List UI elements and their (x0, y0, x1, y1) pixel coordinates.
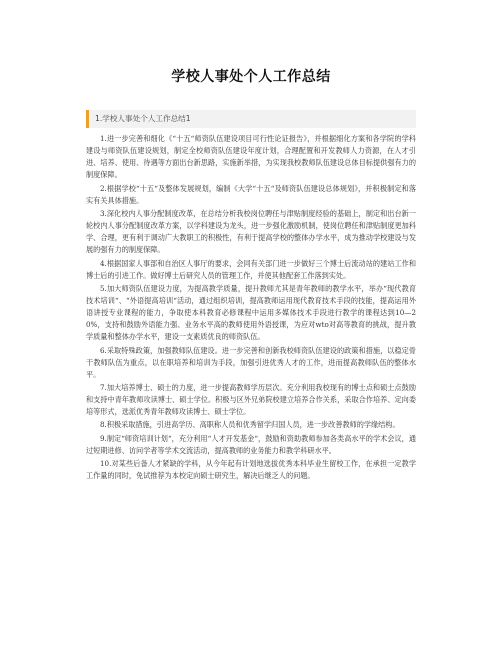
section-heading: 1.学校人事处个人工作总结1 (95, 114, 191, 123)
document-title: 学校人事处个人工作总结 (171, 69, 331, 85)
paragraph-7: 7.加大培养博士、硕士的力度，进一步提高教师学历层次。充分利用我校现有的博士点和硕士点鼓励和支持中青年教师攻读博士、硕士学位。积极与区外兄弟院校建立培养合作关系，采取合作培养、定向委培等形式，选派优秀青年教师攻读博士、硕士学位。 (86, 383, 416, 417)
paragraph-6: 6.采取特殊政策，加强教师队伍建设。进一步完善和创新我校师资队伍建设的政策和措施，以稳定骨干教师队伍为重点，以在职培养和培训为手段，加强引进优秀人才的工作，进而提高教师队伍的整体水平。 (86, 345, 416, 379)
paragraph-4: 4.根据国家人事部和自治区人事厅的要求，会同有关部门进一步做好三个博士后流动站的建站工作和博士后的引进工作。做好博士后研究人员的管理工作，并使其他配套工作落到实处。 (86, 258, 416, 280)
paragraph-10: 10.对某些后备人才紧缺的学科，从今年起有计划地选拔优秀本科毕业生留校工作，在承担一定教学工作量的同时，免试推荐为本校定向硕士研究生，解决后继乏人的问题。 (86, 459, 416, 481)
paragraph-8: 8.积极采取措施，引进高学历、高职称人员和优秀留学归国人员，进一步改善教师的学缘结构。 (100, 420, 400, 430)
section-heading-box (86, 110, 416, 128)
document-body (86, 133, 416, 484)
paragraph-2: 2.根据学校“十五“及整体发展规划，编制《大学“十五“及师资队伍建设总体规划》，并积极制定和落实有关具体措施。 (86, 183, 416, 205)
paragraph-9: 9.制定“师资培训计划“，充分利用“人才开发基金“，鼓励和资助教师参加各类高水平的学术会议，通过短期进修、访问学者等学术交流活动，提高教师的业务能力和教学科研水平。 (86, 433, 416, 455)
paragraph-3: 3.深化校内人事分配制度改革，在总结分析我校岗位聘任与津贴制度经验的基础上，制定和出台新一轮校内人事分配制度改革方案，以学科建设为龙头，进一步强化激励机制，使岗位聘任和津贴制度更加科学、合理，更有利于调动广大教职工的积极性，有利于提高学校的整体办学水平，成为推动学校建设与发展的强有力的制度保障。 (86, 208, 416, 255)
paragraph-1: 1.进一步完善和细化《“十五“师资队伍建设项目可行性论证报告》，并根据细化方案和各学院的学科建设与师资队伍建设规划，制定全校师资队伍建设年度计划，合理配置和开发教师人力资源，在人才引进、培养、使用、待遇等方面出台新思路，实施新举措，为实现我校教师队伍建设总体目标提供强有力的制度保障。 (86, 134, 416, 180)
paragraph-5: 5.加大师资队伍建设力度，为提高教学质量，提升教师尤其是青年教师的教学水平，举办“现代教育技术培训“、“外语提高培训“活动，通过组织培训，提高教师运用现代教育技术手段的技能，提高运用外语讲授专业课程的能力，争取使本科教育必修课程中运用多媒体技术手段进行教学的课程达到10—20%，支持和鼓励外语能力强、业务水平高的教师使用外语授课，为应对wto对高等教育的挑战，提升教学质量和整体办学水平，建设一支素质优良的师资队伍。 (86, 283, 416, 342)
